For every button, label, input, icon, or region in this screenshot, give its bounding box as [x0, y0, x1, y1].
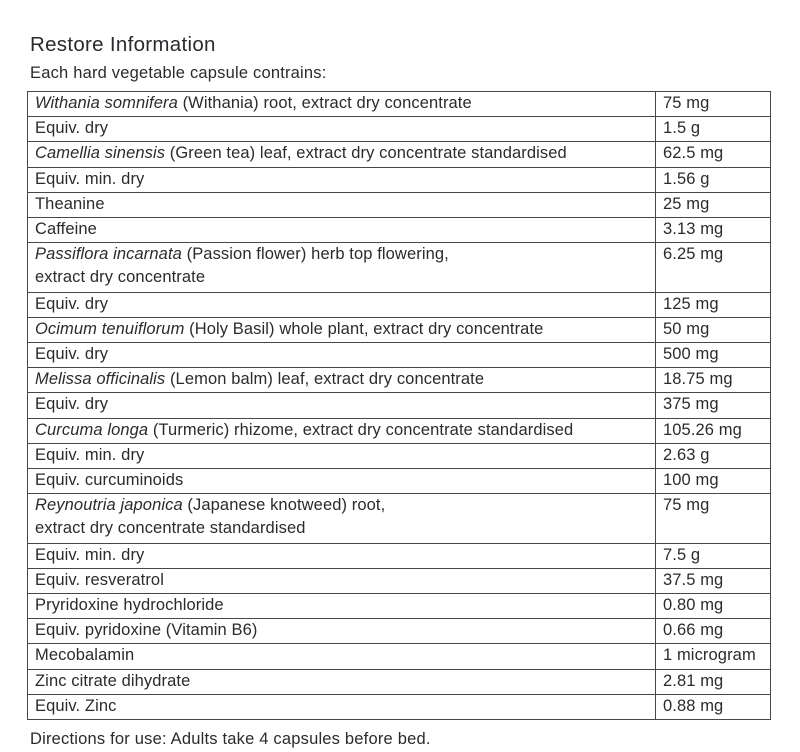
ingredient-latin-name: Camellia sinensis	[35, 144, 166, 163]
table-row	[28, 619, 771, 644]
amount-cell: 0.88 mg	[656, 694, 771, 719]
ingredient-latin-name: Melissa officinalis	[35, 370, 166, 389]
amount-cell: 6.25 mg	[656, 243, 771, 292]
table-row	[28, 218, 771, 243]
ingredient-cell	[28, 494, 656, 543]
ingredient-cell	[28, 117, 656, 142]
ingredient-description: (Turmeric) rhizome, extract dry concentrate standardised	[148, 420, 574, 439]
ingredient-description: (Lemon balm) leaf, extract dry concentrate	[165, 370, 485, 389]
amount-cell: 1.5 g	[656, 117, 771, 142]
ingredient-line2: extract dry concentrate	[35, 268, 206, 287]
ingredient-cell	[28, 393, 656, 418]
ingredient-cell	[28, 418, 656, 443]
amount-cell: 100 mg	[656, 469, 771, 494]
ingredient-cell	[28, 543, 656, 568]
amount-cell: 0.66 mg	[656, 619, 771, 644]
ingredient-cell	[28, 368, 656, 393]
table-row	[28, 142, 771, 167]
amount-cell: 75 mg	[656, 92, 771, 117]
ingredient-cell	[28, 142, 656, 167]
ingredient-description: Equiv. dry	[35, 395, 109, 414]
ingredient-description: (Passion flower) herb top flowering,	[181, 245, 449, 264]
amount-cell: 1 microgram	[656, 644, 771, 669]
table-row	[28, 669, 771, 694]
table-row	[28, 393, 771, 418]
table-row	[28, 469, 771, 494]
ingredient-latin-name: Passiflora incarnata	[35, 245, 182, 264]
ingredient-description: Pryridoxine hydrochloride	[35, 596, 224, 615]
ingredient-description: Mecobalamin	[35, 646, 135, 665]
table-row	[28, 92, 771, 117]
ingredient-description: Equiv. dry	[35, 294, 109, 313]
ingredient-cell	[28, 343, 656, 368]
ingredient-description: Equiv. Zinc	[35, 696, 117, 715]
amount-cell: 1.56 g	[656, 167, 771, 192]
amount-cell: 500 mg	[656, 343, 771, 368]
table-row	[28, 167, 771, 192]
amount-cell: 125 mg	[656, 292, 771, 317]
ingredient-cell	[28, 292, 656, 317]
amount-cell: 7.5 g	[656, 543, 771, 568]
ingredient-description: (Withania) root, extract dry concentrate	[177, 94, 472, 112]
ingredient-cell	[28, 92, 656, 117]
amount-cell: 2.81 mg	[656, 669, 771, 694]
ingredient-latin-name: Curcuma longa	[35, 420, 149, 439]
table-row	[28, 418, 771, 443]
ingredients-table	[27, 91, 771, 720]
table-row	[28, 368, 771, 393]
amount-cell: 25 mg	[656, 192, 771, 217]
ingredient-description: Equiv. min. dry	[35, 545, 145, 564]
ingredient-description: Equiv. pyridoxine (Vitamin B6)	[35, 621, 258, 640]
ingredient-cell	[28, 469, 656, 494]
ingredient-latin-name: Ocimum tenuiflorum	[35, 319, 185, 338]
amount-cell: 37.5 mg	[656, 568, 771, 593]
page-title: Restore Information	[30, 33, 216, 56]
table-row	[28, 192, 771, 217]
table-row	[28, 494, 771, 543]
amount-cell: 18.75 mg	[656, 368, 771, 393]
ingredient-cell	[28, 192, 656, 217]
ingredient-cell	[28, 669, 656, 694]
ingredient-description: Zinc citrate dihydrate	[35, 671, 191, 690]
table-row	[28, 543, 771, 568]
ingredient-description: Equiv. dry	[35, 119, 109, 138]
ingredient-description: (Green tea) leaf, extract dry concentrate standardised	[165, 144, 567, 163]
table-row	[28, 694, 771, 719]
amount-cell: 105.26 mg	[656, 418, 771, 443]
ingredient-description: Equiv. min. dry	[35, 445, 145, 464]
ingredient-cell	[28, 243, 656, 292]
ingredient-cell	[28, 317, 656, 342]
amount-cell: 75 mg	[656, 494, 771, 543]
ingredient-description: Theanine	[35, 194, 105, 213]
table-row	[28, 443, 771, 468]
ingredient-cell	[28, 594, 656, 619]
ingredient-description: (Holy Basil) whole plant, extract dry concentrate	[184, 319, 544, 338]
ingredient-description: Equiv. resveratrol	[35, 570, 164, 589]
ingredient-line2: extract dry concentrate standardised	[35, 519, 306, 538]
ingredient-cell	[28, 443, 656, 468]
ingredient-cell	[28, 694, 656, 719]
ingredient-latin-name: Reynoutria japonica	[35, 496, 183, 515]
ingredient-description: Caffeine	[35, 220, 97, 239]
amount-cell: 3.13 mg	[656, 218, 771, 243]
table-row	[28, 117, 771, 142]
ingredient-cell	[28, 568, 656, 593]
ingredient-description: Equiv. min. dry	[35, 169, 145, 188]
table-row	[28, 594, 771, 619]
ingredient-latin-name: Withania somnifera	[35, 94, 178, 112]
ingredient-cell	[28, 167, 656, 192]
ingredient-cell	[28, 644, 656, 669]
ingredient-cell	[28, 619, 656, 644]
ingredient-description: Equiv. dry	[35, 345, 109, 364]
amount-cell: 2.63 g	[656, 443, 771, 468]
amount-cell: 62.5 mg	[656, 142, 771, 167]
table-row	[28, 243, 771, 292]
table-row	[28, 568, 771, 593]
amount-cell: 50 mg	[656, 317, 771, 342]
table-row	[28, 644, 771, 669]
ingredient-description: Equiv. curcuminoids	[35, 471, 184, 490]
table-row	[28, 343, 771, 368]
ingredient-cell	[28, 218, 656, 243]
ingredients-table-body	[28, 92, 771, 720]
table-row	[28, 317, 771, 342]
amount-cell: 0.80 mg	[656, 594, 771, 619]
table-row	[28, 292, 771, 317]
amount-cell: 375 mg	[656, 393, 771, 418]
page-subtitle: Each hard vegetable capsule contrains:	[30, 64, 327, 82]
ingredient-description: (Japanese knotweed) root,	[182, 496, 386, 515]
directions-text: Directions for use: Adults take 4 capsules before bed.	[30, 730, 431, 749]
